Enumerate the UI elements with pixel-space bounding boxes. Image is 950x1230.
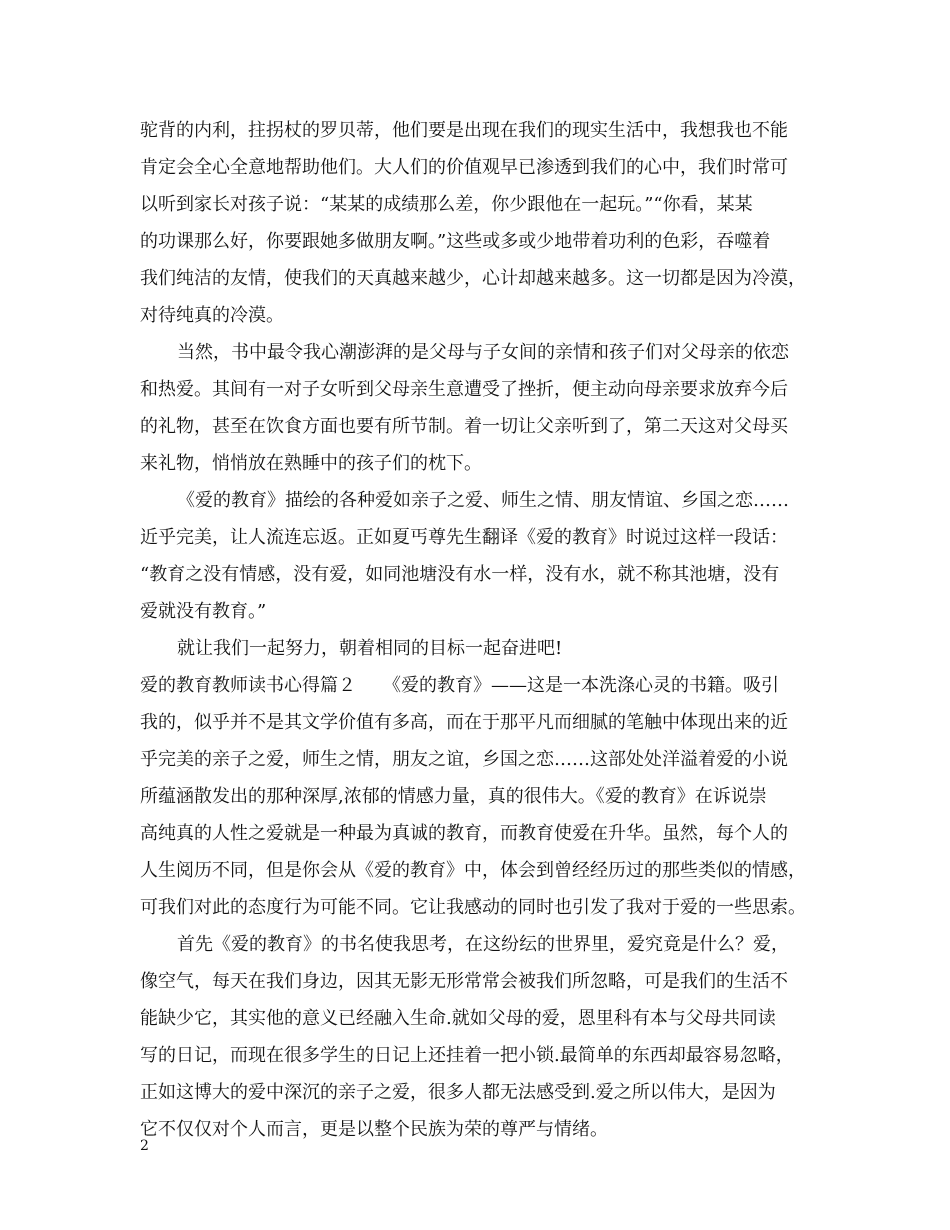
paragraph-first-line: 当然，书中最令我心潮澎湃的是父母与子女间的亲情和孩子们对父母亲的依恋: [177, 342, 789, 363]
body-text-line: 来礼物，悄悄放在熟睡中的孩子们的枕下。: [140, 453, 482, 474]
body-text-line: 人生阅历不同，但是你会从《爱的教育》中，体会到曾经经历过的那些类似的情感，: [140, 860, 806, 881]
paragraph-first-line: 《爱的教育》描绘的各种爱如亲子之爱、师生之情、朋友情谊、乡国之恋……: [177, 490, 789, 511]
body-text-line: 的礼物，甚至在饮食方面也要有所节制。着一切让父亲听到了，第二天这对父母买: [140, 416, 788, 437]
body-text-line: 我的，似乎并不是其文学价值有多高，而在于那平凡而细腻的笔触中体现出来的近: [140, 712, 788, 733]
body-text-line: 以听到家长对孩子说：“某某的成绩那么差，你少跟他在一起玩。”“你看，某某: [140, 194, 753, 215]
body-text-line: 写的日记，而现在很多学生的日记上还挂着一把小锁.最简单的东西却最容易忽略，: [140, 1045, 794, 1066]
body-text-line: 和热爱。其间有一对子女听到父母亲生意遭受了挫折，便主动向母亲要求放弃今后: [140, 379, 788, 400]
body-text-line: “教育之没有情感，没有爱，如同池塘没有水一样，没有水，就不称其池塘，没有: [140, 564, 780, 585]
body-text-line: 正如这博大的爱中深沉的亲子之爱，很多人都无法感受到.爱之所以伟大，是因为: [140, 1082, 776, 1103]
body-text-line: 像空气，每天在我们身边，因其无影无形常常会被我们所忽略，可是我们的生活不: [140, 971, 788, 992]
body-text-line: 的功课那么好，你要跟她多做朋友啊。”这些或多或少地带着功利的色彩，吞噬着: [140, 231, 771, 252]
paragraph-first-line: 就让我们一起努力，朝着相同的目标一起奋进吧!: [177, 638, 563, 659]
body-text-line: 它不仅仅对个人而言，更是以整个民族为荣的尊严与情绪。: [140, 1119, 608, 1140]
body-text-line: 能缺少它，其实他的意义已经融入生命.就如父母的爱，恩里科有本与父母共同读: [140, 1008, 776, 1029]
paragraph-first-line: 首先《爱的教育》的书名使我思考，在这纷纭的世界里，爱究竟是什么？爱，: [177, 934, 789, 955]
body-text-line: 乎完美的亲子之爱，师生之情，朋友之谊，乡国之恋……这部处处洋溢着爱的小说: [140, 749, 788, 770]
body-text-line: 对待纯真的冷漠。: [140, 305, 284, 326]
body-text-line: 近乎完美，让人流连忘返。正如夏丐尊先生翻译《爱的教育》时说过这样一段话：: [140, 527, 788, 548]
page-number: 2: [140, 1138, 149, 1154]
body-text-line: 我们纯洁的友情，使我们的天真越来越少，心计却越来越多。这一切都是因为冷漠，: [140, 268, 806, 289]
body-text-line: 肯定会全心全意地帮助他们。大人们的价值观早已渗透到我们的心中，我们时常可: [140, 157, 788, 178]
body-text-line: 高纯真的人性之爱就是一种最为真诚的教育，而教育使爱在升华。虽然，每个人的: [140, 823, 788, 844]
section-heading-line: 爱的教育教师读书心得篇２ 《爱的教育》——这是一本洗涤心灵的书籍。吸引: [140, 675, 779, 696]
body-text-line: 爱就没有教育。”: [140, 601, 267, 622]
body-text-line: 所蕴涵散发出的那种深厚,浓郁的情感力量，真的很伟大。《爱的教育》在诉说崇: [140, 786, 767, 807]
body-text-line: 驼背的内利，拄拐杖的罗贝蒂，他们要是出现在我们的现实生活中，我想我也不能: [140, 120, 788, 141]
body-text-line: 可我们对此的态度行为可能不同。它让我感动的同时也引发了我对于爱的一些思索。: [140, 897, 806, 918]
